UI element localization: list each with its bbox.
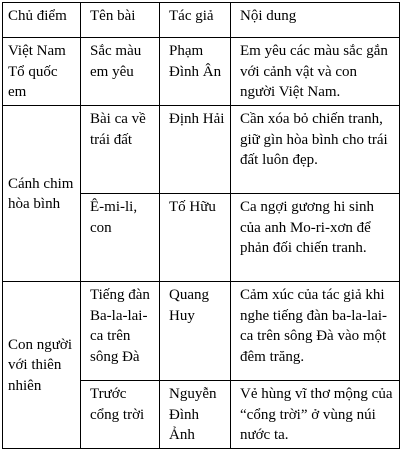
table-row <box>3 106 400 194</box>
title-cell: Ê-mi-li, con <box>81 194 160 282</box>
author-cell: Nguyễn Đình Ảnh <box>160 381 231 449</box>
table-row <box>3 38 400 106</box>
content-cell: Cảm xúc của tác giả khi nghe tiếng đàn ba-la-lai-ca trên sông Đà vào một đêm trăng. <box>231 282 400 381</box>
author-cell: Phạm Đình Ân <box>160 38 231 106</box>
author-cell: Định Hải <box>160 106 231 194</box>
title-cell: Sắc màu em yêu <box>81 38 160 106</box>
content-cell: Ca ngợi gương hi sinh của anh Mo-ri-xơn để phản đối chiến tranh. <box>231 194 400 282</box>
topic-cell: Con người với thiên nhiên <box>3 282 81 449</box>
content-cell: Em yêu các màu sắc gắn với cảnh vật và con người Việt Nam. <box>231 38 400 106</box>
author-cell: Tố Hữu <box>160 194 231 282</box>
author-cell: Quang Huy <box>160 282 231 381</box>
content-cell: Cần xóa bỏ chiến tranh, giữ gìn hòa bình cho trái đất luôn đẹp. <box>231 106 400 194</box>
header-title: Tên bài <box>81 3 160 38</box>
title-cell: Trước cổng trời <box>81 381 160 449</box>
topic-cell: Cánh chim hòa bình <box>3 106 81 282</box>
header-author: Tác giả <box>160 3 231 38</box>
table-header-row <box>3 3 400 38</box>
header-content: Nội dung <box>231 3 400 38</box>
content-cell: Vẻ hùng vĩ thơ mộng của “cổng trời” ở vùng núi nước ta. <box>231 381 400 449</box>
table-row <box>3 282 400 381</box>
title-cell: Bài ca về trái đất <box>81 106 160 194</box>
title-cell: Tiếng đàn Ba-la-lai-ca trên sông Đà <box>81 282 160 381</box>
topic-cell: Việt Nam Tổ quốc em <box>3 38 81 106</box>
lesson-table <box>2 2 400 449</box>
header-topic: Chủ điểm <box>3 3 81 38</box>
